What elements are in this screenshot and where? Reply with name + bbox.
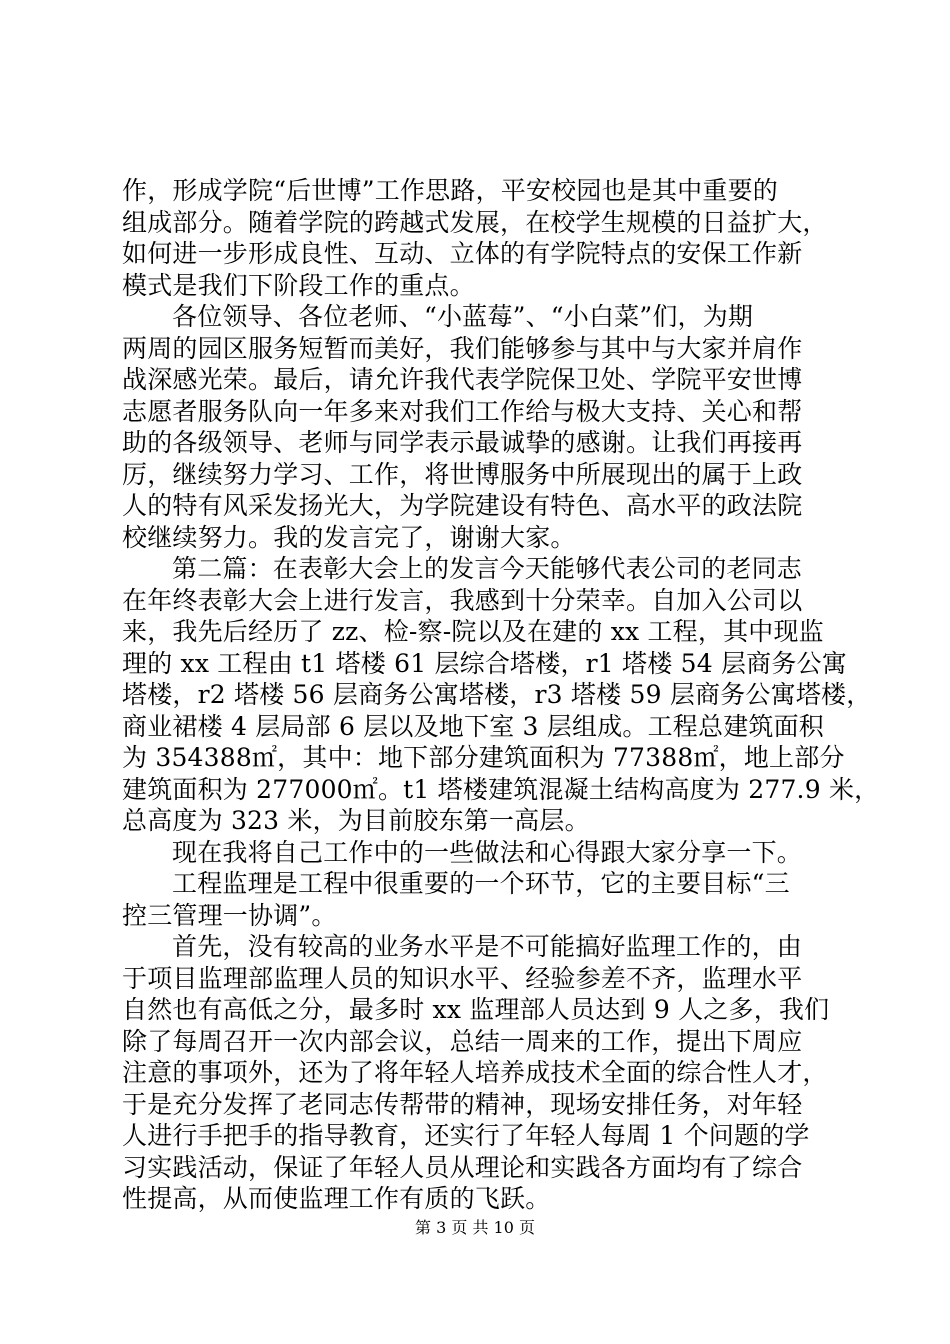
text-line: 校继续努力。我的发言完了，谢谢大家。 <box>122 522 576 552</box>
text-line: 性提高，从而使监理工作有质的飞跃。 <box>122 1184 551 1213</box>
paragraph-start-line: 工程监理是工程中很重要的一个环节，它的主要目标“三 <box>172 869 790 898</box>
text-line: 人的特有风采发扬光大，为学院建设有特色、高水平的政法院 <box>122 491 803 520</box>
text-line: 志愿者服务队向一年多来对我们工作给与极大支持、关心和帮 <box>122 396 803 426</box>
text-line: 来，我先后经历了 zz、检-察-院以及在建的 xx 工程，其中现监 <box>122 617 824 646</box>
text-line: 组成部分。随着学院的跨越式发展，在校学生规模的日益扩大， <box>122 207 828 237</box>
text-line: 塔楼，r2 塔楼 56 层商务公寓塔楼，r3 塔楼 59 层商务公寓塔楼， <box>122 680 872 709</box>
text-line: 作，形成学院“后世博”工作思路，平安校园也是其中重要的 <box>122 176 778 205</box>
paragraph-start-line: 各位领导、各位老师、“小蓝莓”、“小白菜”们，为期 <box>172 302 754 331</box>
text-line: 于是充分发挥了老同志传帮带的精神，现场安排任务，对年轻 <box>122 1089 803 1119</box>
paragraph-start-line: 现在我将自己工作中的一些做法和心得跟大家分享一下。 <box>172 837 803 867</box>
paragraph-start-line: 首先，没有较高的业务水平是不可能搞好监理工作的，由 <box>172 932 803 961</box>
text-line: 为 354388㎡，其中：地下部分建筑面积为 77388㎡，地上部分 <box>122 743 845 772</box>
text-line: 注意的事项外，还为了将年轻人培养成技术全面的综合性人才， <box>122 1058 828 1087</box>
text-line: 在年终表彰大会上进行发言，我感到十分荣幸。自加入公司以 <box>122 585 803 615</box>
text-line: 人进行手把手的指导教育，还实行了年轻人每周 1 个问题的学 <box>122 1121 810 1150</box>
text-line: 厉，继续努力学习、工作，将世博服务中所展现出的属于上政 <box>122 459 803 489</box>
text-line: 理的 xx 工程由 t1 塔楼 61 层综合塔楼，r1 塔楼 54 层商务公寓 <box>122 648 847 678</box>
text-line: 两周的园区服务短暂而美好，我们能够参与其中与大家并肩作 <box>122 333 803 363</box>
text-line: 习实践活动，保证了年轻人员从理论和实践各方面均有了综合 <box>122 1152 803 1182</box>
text-line: 控三管理一协调”。 <box>122 900 337 930</box>
text-line: 如何进一步形成良性、互动、立体的有学院特点的安保工作新 <box>122 239 803 268</box>
text-line: 于项目监理部监理人员的知识水平、经验参差不齐，监理水平 <box>122 963 803 993</box>
text-line: 总高度为 323 米，为目前胶东第一高层。 <box>122 806 590 835</box>
text-line: 商业裙楼 4 层局部 6 层以及地下室 3 层组成。工程总建筑面积 <box>122 711 825 741</box>
text-line: 模式是我们下阶段工作的重点。 <box>122 270 475 300</box>
text-line: 除了每周召开一次内部会议，总结一周来的工作，提出下周应 <box>122 1026 803 1056</box>
text-line: 自然也有高低之分，最多时 xx 监理部人员达到 9 人之多，我们 <box>122 995 830 1024</box>
document-body <box>0 175 950 1215</box>
text-line: 助的各级领导、老师与同学表示最诚挚的感谢。让我们再接再 <box>122 428 803 457</box>
page-number-footer: 第 3 页 共 10 页 <box>415 1218 535 1237</box>
paragraph-start-line: 第二篇：在表彰大会上的发言今天能够代表公司的老同志 <box>172 554 803 583</box>
text-line: 战深感光荣。最后，请允许我代表学院保卫处、学院平安世博 <box>122 365 803 394</box>
text-line: 建筑面积为 277000㎡。t1 塔楼建筑混凝土结构高度为 277.9 米， <box>122 774 880 804</box>
